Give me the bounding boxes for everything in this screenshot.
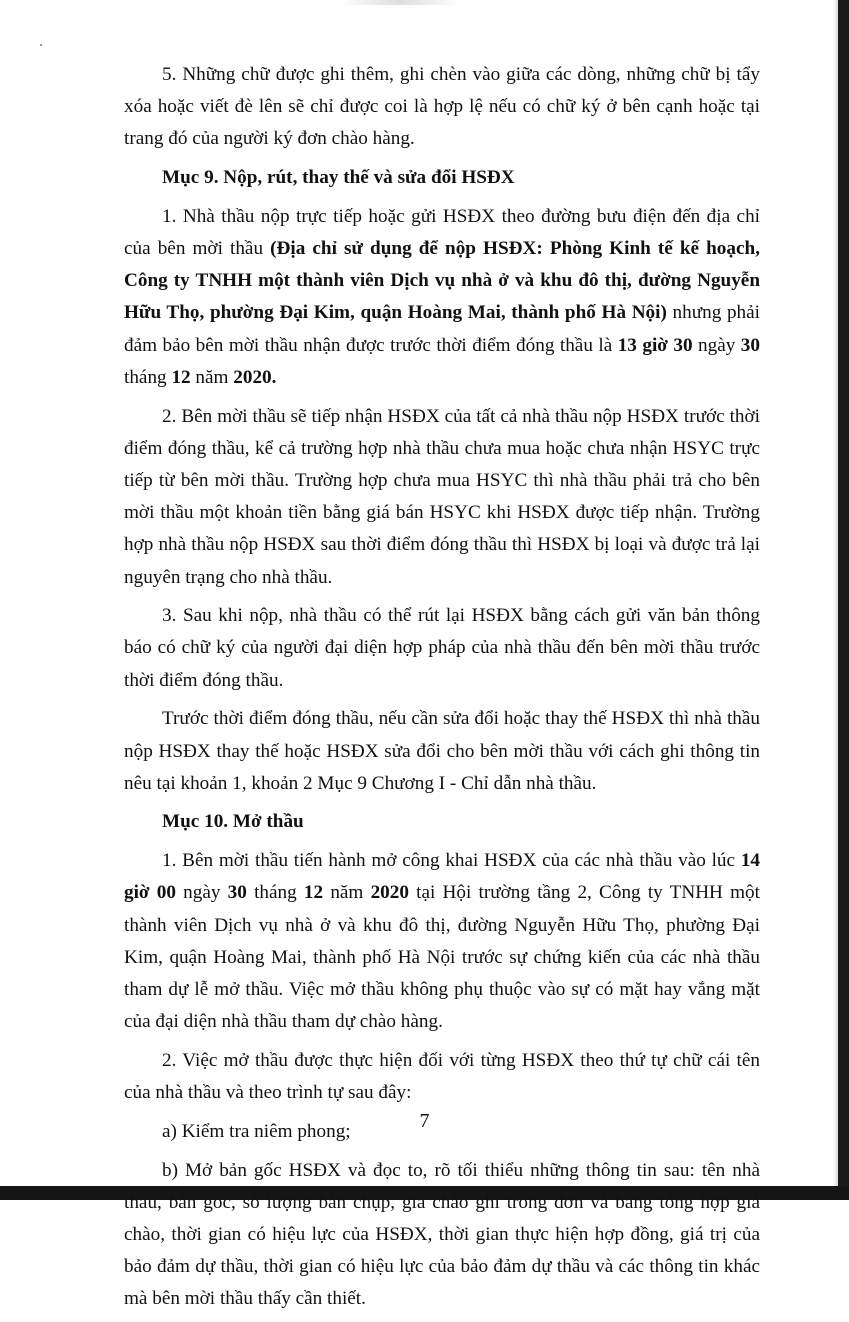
bold-text-run: 2020 (370, 882, 409, 904)
body-paragraph (124, 59, 760, 156)
text-run: ngày (175, 882, 228, 904)
text-run: năm (190, 366, 234, 388)
bold-text-run: 2020. (233, 366, 277, 388)
bold-text-run: 30 (740, 334, 760, 356)
bold-text-run: 13 giờ 30 (617, 334, 693, 356)
body-paragraph (124, 703, 760, 800)
bold-text-run: Mục 9. Nộp, rút, thay thế và sửa đổi HSĐX (162, 167, 515, 189)
bold-text-run: 12 (303, 882, 324, 904)
section-heading (124, 806, 760, 838)
text-run: 2. Việc mở thầu được thực hiện đối với từng HSĐX theo thứ tự chữ cái tên của nhà thầu và theo trình tự sau đây: (124, 1049, 760, 1104)
text-run: 3. Sau khi nộp, nhà thầu có thể rút lại HSĐX bằng cách gửi văn bản thông báo có chữ ký của người đại diện hợp pháp của nhà thầu đến bên mời thầu trước thời điểm đóng thầu. (124, 605, 760, 691)
text-run: năm (323, 882, 371, 904)
text-run: tháng (246, 882, 304, 904)
text-run: 2. Bên mời thầu sẽ tiếp nhận HSĐX của tất cả nhà thầu nộp HSĐX trước thời điểm đóng thầu, kể cả trường hợp nhà thầu chưa mua hoặc chưa nhận HSYC trực tiếp từ bên mời thầu. Trường hợp chưa mua HSYC thì nhà thầu phải trả cho bên mời thầu một khoản tiền bằng giá bán HSYC khi HSĐX được tiếp nhận. Trường hợp nhà thầu nộp HSĐX sau thời điểm đóng thầu thì HSĐX bị loại và được trả lại nguyên trạng cho nhà thầu. (124, 405, 760, 588)
text-run: 1. Bên mời thầu tiến hành mở công khai HSĐX của các nhà thầu vào lúc (162, 850, 741, 872)
section-heading (124, 162, 760, 194)
body-paragraph (124, 1045, 760, 1109)
text-run: 5. Những chữ được ghi thêm, ghi chèn vào giữa các dòng, những chữ bị tẩy xóa hoặc viết đè lên sẽ chỉ được coi là hợp lệ nếu có chữ ký ở bên cạnh hoặc tại trang đó của người ký đơn chào hàng. (124, 64, 760, 150)
body-paragraph (124, 1155, 760, 1316)
text-run: Trước thời điểm đóng thầu, nếu cần sửa đổi hoặc thay thế HSĐX thì nhà thầu nộp HSĐX thay thế hoặc HSĐX sửa đổi cho bên mời thầu với cách ghi thông tin nêu tại khoản 1, khoản 2 Mục 9 Chương I - Chỉ dẫn nhà thầu. (124, 708, 760, 794)
body-paragraph (124, 845, 760, 1038)
bold-text-run: 14 giờ 00 (124, 850, 760, 904)
body-paragraph (124, 401, 760, 594)
text-run: b) Mở bản gốc HSĐX và đọc to, rõ tối thiểu những thông tin sau: tên nhà thầu, bản gốc, số lượng bản chụp, giá chào ghi trong đơn và bảng tổng hợp giá chào, thời gian có hiệu lực của HSĐX, thời gian thực hiện hợp đồng, giá trị của bảo đảm dự thầu, thời gian có hiệu lực của bảo đảm dự thầu và các thông tin khác mà bên mời thầu thấy cần thiết. (124, 1159, 760, 1310)
text-run: ngày (692, 334, 741, 356)
scan-artifact-top (340, 0, 460, 5)
page-number: 7 (419, 1110, 430, 1132)
body-paragraph (124, 600, 760, 697)
text-run: nhưng phải đảm bảo bên mời thầu nhận được trước thời điểm đóng thầu là (124, 302, 761, 356)
bold-text-run: 12 (171, 366, 191, 388)
text-run: tại Hội trường tầng 2, Công ty TNHH một thành viên Dịch vụ nhà ở và khu đô thị, đường Nguyễn Hữu Thọ, phường Đại Kim, quận Hoàng Mai, thành phố Hà Nội trước sự chứng kiến của các nhà thầu tham dự lễ mở thầu. Việc mở thầu không phụ thuộc vào sự có mặt hay vắng mặt của đại diện nhà thầu tham dự chào hàng. (124, 882, 760, 1033)
scan-artifact-dot (40, 44, 42, 46)
text-run: a) Kiểm tra niêm phong; (162, 1120, 351, 1142)
text-run: tháng (124, 366, 172, 388)
bold-text-run: 30 (227, 882, 247, 904)
bold-text-run: (Địa chỉ sử dụng để nộp HSĐX: Phòng Kinh tế kế hoạch, Công ty TNHH một thành viên Dịch vụ nhà ở và khu đô thị, đường Nguyễn Hữu Thọ, phường Đại Kim, quận Hoàng Mai, thành phố Hà Nội) (124, 238, 760, 324)
scan-edge-right (838, 0, 849, 1200)
bold-text-run: Mục 10. Mở thầu (162, 811, 304, 833)
text-run: 1. Nhà thầu nộp trực tiếp hoặc gửi HSĐX theo đường bưu điện đến địa chỉ của bên mời thầu (124, 205, 760, 260)
body-paragraph (124, 201, 760, 394)
